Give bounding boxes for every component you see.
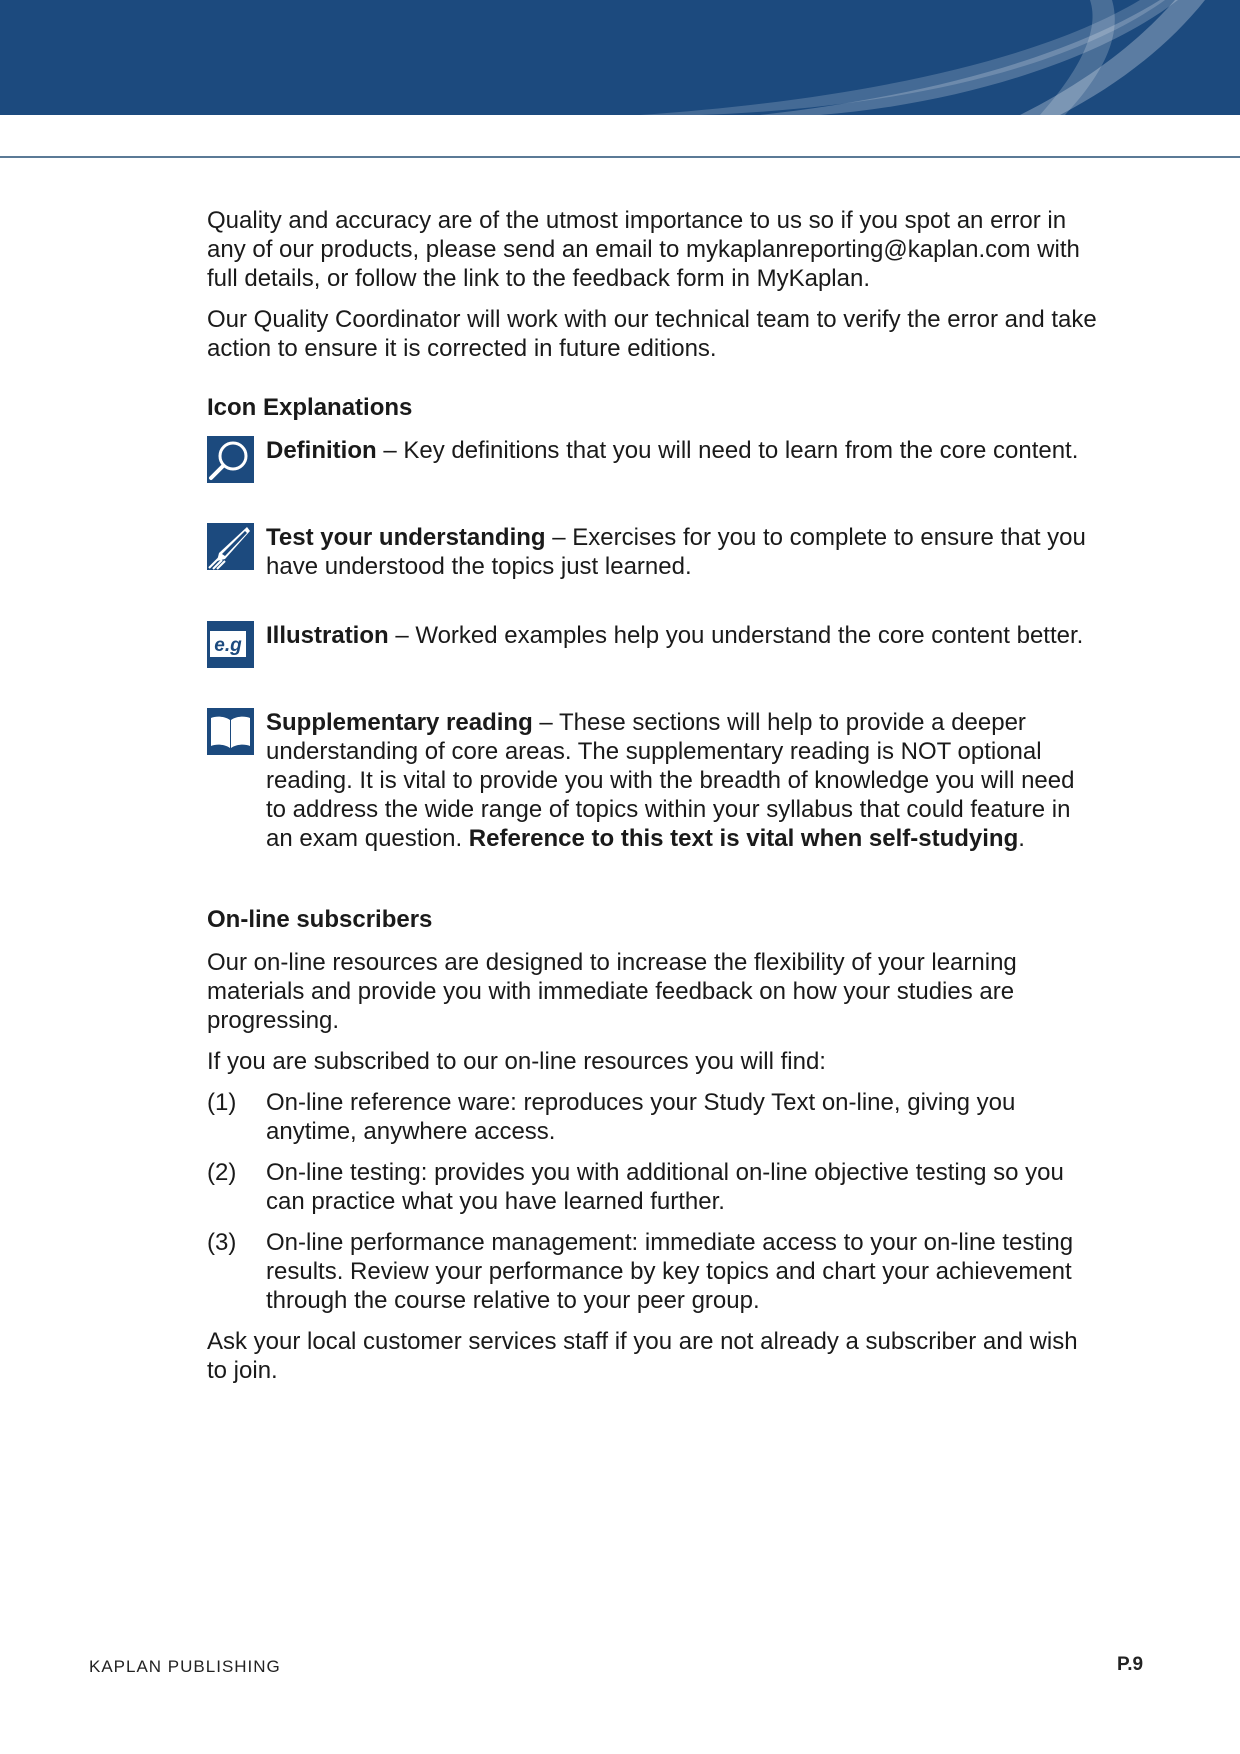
illustration-text [266, 621, 1097, 650]
supplementary-reading-emphasis: Reference to this text is vital when self-studying [468, 825, 1019, 852]
illustration-term: Illustration [266, 622, 389, 649]
footer-publisher: KAPLAN PUBLISHING [89, 1657, 281, 1676]
online-subscribers-heading: On-line subscribers [207, 906, 433, 933]
icon-explanation-definition [207, 436, 1097, 483]
illustration-description: – Worked examples help you understand the core content better. [388, 622, 1084, 649]
page-number: P.9 [1117, 1654, 1144, 1675]
list-item-number: (1) [207, 1089, 237, 1116]
header-rule [0, 156, 1240, 158]
header-banner [0, 0, 1240, 115]
book-icon [207, 708, 254, 755]
page-content [207, 206, 1097, 1397]
icon-explanations-heading: Icon Explanations [207, 394, 413, 421]
list-item [207, 1088, 1097, 1146]
supplementary-reading-end: . [1018, 825, 1025, 852]
online-paragraph-3: Ask your local customer services staff if you are not already a subscriber and wish to join. [207, 1328, 1078, 1384]
list-item [207, 1228, 1097, 1315]
intro-paragraph-2: Our Quality Coordinator will work with our technical team to verify the error and take action to ensure it is corrected in future editions. [207, 306, 1097, 362]
test-your-understanding-term: Test your understanding [266, 524, 546, 551]
icon-explanation-illustration [207, 621, 1097, 668]
definition-description: – Key definitions that you will need to learn from the core content. [376, 437, 1079, 464]
supplementary-reading-text [266, 708, 1097, 853]
magnifier-icon [207, 436, 254, 483]
banner-swoosh-graphic [0, 0, 1240, 115]
definition-term: Definition [266, 437, 377, 464]
online-paragraph-1: Our on-line resources are designed to increase the flexibility of your learning materials and provide you with immediate feedback on how your studies are progressing. [207, 949, 1017, 1034]
supplementary-reading-description: – These sections will help to provide a deeper understanding of core areas. The supplementary reading is NOT optional reading. It is vital to provide you with the breadth of knowledge you will need to address the wide range of topics within your syllabus that could feature in an exam question. [266, 709, 1075, 852]
list-item-text: On-line performance management: immediate access to your on-line testing results. Review your performance by key topics and chart your achievement through the course relative to your peer group. [266, 1229, 1074, 1314]
icon-explanation-test-your-understanding [207, 523, 1097, 581]
icon-explanation-supplementary-reading [207, 708, 1097, 853]
list-item [207, 1158, 1097, 1216]
test-your-understanding-description: – Exercises for you to complete to ensure that you have understood the topics just learned. [266, 524, 1086, 580]
list-item-text: On-line testing: provides you with additional on-line objective testing so you can practice what you have learned further. [266, 1159, 1064, 1215]
online-paragraph-2: If you are subscribed to our on-line resources you will find: [207, 1048, 826, 1075]
supplementary-reading-term: Supplementary reading [266, 709, 533, 736]
intro-paragraph-1: Quality and accuracy are of the utmost importance to us so if you spot an error in any of our products, please send an email to mykaplanreporting@kaplan.com with full details, or follow the link to the feedback form in MyKaplan. [207, 207, 1080, 292]
list-item-number: (3) [207, 1229, 237, 1256]
eg-icon [207, 621, 254, 668]
pencil-icon [207, 523, 254, 570]
list-item-number: (2) [207, 1159, 237, 1186]
test-your-understanding-text [266, 523, 1097, 581]
list-item-text: On-line reference ware: reproduces your Study Text on-line, giving you anytime, anywhere access. [266, 1089, 1016, 1145]
definition-text [266, 436, 1097, 465]
eg-icon-label: e.g [214, 635, 242, 656]
